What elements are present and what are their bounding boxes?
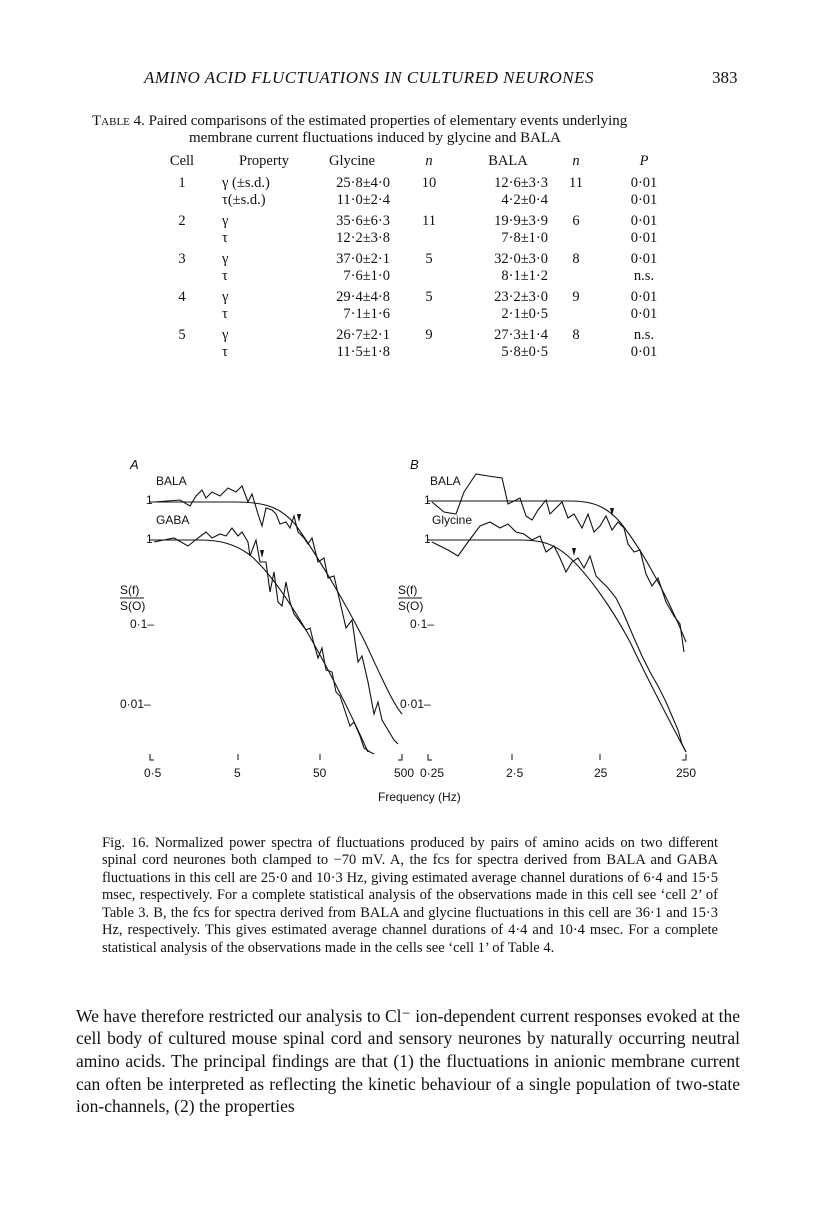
col-header-property: Property — [239, 152, 289, 169]
norm-one-b-bottom: 1 — [424, 532, 431, 546]
property: τ — [222, 306, 228, 322]
glycine-n: 5 — [425, 289, 433, 305]
x-tick-label-a: 0·5 — [144, 766, 162, 780]
fc-arrowhead — [297, 514, 301, 522]
glycine-value: 35·6±6·3 — [336, 213, 390, 229]
p-value: 0·01 — [630, 306, 658, 322]
p-value: n.s. — [633, 268, 655, 284]
table-row — [150, 209, 684, 230]
y-tick-0.01-b: 0·01– — [400, 697, 431, 711]
bala-n: 6 — [572, 213, 580, 229]
y-tick-0.1-a: 0·1– — [130, 617, 155, 631]
bala-n: 11 — [569, 175, 583, 191]
data-table — [150, 150, 684, 361]
table-row — [150, 323, 684, 344]
series-label-bala-b: BALA — [430, 474, 461, 488]
glycine-value: 11·0±2·4 — [336, 192, 390, 208]
bala-n: 9 — [572, 289, 580, 305]
bala-n — [548, 230, 604, 247]
bala-n — [548, 268, 604, 285]
table-row — [150, 247, 684, 268]
table-caption-line-2: membrane current fluctuations induced by glycine and BALA — [189, 130, 561, 146]
panel-b-label: B — [410, 457, 419, 472]
series-label-bala-a: BALA — [156, 474, 187, 488]
bala-value: 27·3±1·4 — [494, 327, 548, 343]
property: γ — [222, 289, 229, 305]
col-header-bala: BALA — [488, 152, 528, 169]
glycine-n — [390, 344, 468, 361]
bala-n — [548, 344, 604, 361]
spectrum-gaba — [154, 528, 374, 754]
p-value: n.s. — [633, 327, 655, 343]
table-row — [150, 268, 684, 285]
fc-arrowhead — [572, 548, 576, 556]
table-caption — [92, 113, 732, 147]
running-title: AMINO ACID FLUCTUATIONS IN CULTURED NEURONES — [144, 68, 594, 87]
table-row — [150, 192, 684, 209]
bala-value: 8·1±1·2 — [501, 268, 548, 284]
y-axis-denominator-b: S(O) — [398, 599, 424, 613]
property: τ — [222, 268, 228, 284]
y-axis-denominator-a: S(O) — [120, 599, 146, 613]
cell-id: 2 — [178, 213, 186, 229]
glycine-value: 29·4±4·8 — [336, 289, 390, 305]
glycine-value: 26·7±2·1 — [336, 327, 390, 343]
col-header-p: P — [639, 152, 649, 169]
bala-n: 8 — [572, 251, 580, 267]
glycine-value: 25·8±4·0 — [336, 175, 390, 191]
bala-value: 32·0±3·0 — [494, 251, 548, 267]
p-value: 0·01 — [630, 175, 658, 191]
bala-n — [548, 192, 604, 209]
p-value: 0·01 — [630, 213, 658, 229]
body-paragraph: We have therefore restricted our analysis to Cl⁻ ion-dependent current responses evoked at the cell body of cultured mouse spinal cord and sensory neurones by naturally occurring neutral amino acids. The principal findings are that (1) the fluctuations in anionic membrane current can often be interpreted as reflecting the kinetic behaviour of a single population of two-state ion-channels, (2) the properties — [76, 1005, 740, 1117]
cell-id: 5 — [178, 327, 186, 343]
axis-corner-a — [150, 754, 154, 760]
fit-curve-bala-a — [150, 502, 402, 714]
x-axis-title: Frequency (Hz) — [378, 790, 461, 804]
figure-16 — [110, 452, 710, 808]
y-axis-numerator-b: S(f) — [398, 583, 418, 597]
x-tick-label-b: 0·25 — [420, 766, 445, 780]
fit-curve-glycine — [428, 540, 686, 752]
spectrum-bala-a — [154, 486, 398, 744]
property: τ — [222, 230, 228, 246]
table-row — [150, 306, 684, 323]
p-value: 0·01 — [630, 192, 658, 208]
glycine-value: 37·0±2·1 — [336, 251, 390, 267]
glycine-n: 9 — [425, 327, 433, 343]
cell-id — [150, 306, 214, 323]
cell-id: 1 — [178, 175, 186, 191]
y-tick-0.01-a: 0·01– — [120, 697, 151, 711]
property: γ — [222, 251, 229, 267]
property: γ (±s.d.) — [222, 175, 270, 191]
page-number: 383 — [712, 68, 738, 87]
glycine-value: 7·1±1·6 — [343, 306, 390, 322]
bala-value: 2·1±0·5 — [501, 306, 548, 322]
bala-value: 23·2±3·0 — [494, 289, 548, 305]
bala-value: 4·2±0·4 — [501, 192, 548, 208]
glycine-n: 5 — [425, 251, 433, 267]
x-tick-label-b: 250 — [676, 766, 697, 780]
axis-end-a — [398, 754, 402, 760]
table-label: Table 4. — [92, 113, 145, 129]
panel-a-label: A — [130, 457, 139, 472]
glycine-n: 11 — [422, 213, 436, 229]
cell-id — [150, 344, 214, 361]
col-header-glycine: Glycine — [329, 152, 375, 169]
bala-value: 19·9±3·9 — [494, 213, 548, 229]
bala-value: 7·8±1·0 — [501, 230, 548, 246]
bala-value: 5·8±0·5 — [501, 344, 548, 360]
spectrum-glycine — [432, 522, 686, 752]
figure-caption: Fig. 16. Normalized power spectra of fluctuations produced by pairs of amino acids on two different spinal cord neurones both clamped to −70 mV. A, the fcs for spectra derived from BALA and GABA fluctuations in this cell are 25·0 and 10·3 Hz, giving estimated average channel durations of 6·4 and 15·5 msec, respectively. For a complete statistical analysis of the observations made in this cell see ‘cell 2’ of Table 3. B, the fcs for spectra derived from BALA and glycine fluctuations in this cell are 36·1 and 15·3 Hz, respectively. This gives estimated average channel durations of 4·4 and 10·4 msec. For a complete statistical analysis of the observations made in the cells see ‘cell 1’ of Table 4. — [102, 834, 718, 957]
p-value: 0·01 — [630, 230, 658, 246]
axis-corner-b — [428, 754, 432, 760]
cell-id — [150, 230, 214, 247]
table-header-row — [150, 150, 684, 175]
table-row — [150, 175, 684, 192]
glycine-n — [390, 230, 468, 247]
table-row — [150, 230, 684, 247]
bala-n — [548, 306, 604, 323]
running-header — [0, 68, 816, 94]
bala-n: 8 — [572, 327, 580, 343]
p-value: 0·01 — [630, 289, 658, 305]
property: τ(±s.d.) — [222, 192, 266, 208]
table-row — [150, 285, 684, 306]
bala-value: 12·6±3·3 — [494, 175, 548, 191]
cell-id — [150, 192, 214, 209]
col-header-cell: Cell — [169, 152, 195, 169]
table-caption-line-1: Paired comparisons of the estimated properties of elementary events underlying — [148, 113, 628, 129]
property: τ — [222, 344, 228, 360]
cell-id: 3 — [178, 251, 186, 267]
property: γ — [222, 213, 229, 229]
glycine-n: 10 — [421, 175, 437, 191]
x-tick-label-a: 500 — [394, 766, 415, 780]
glycine-value: 11·5±1·8 — [336, 344, 390, 360]
col-header-n: n — [572, 152, 580, 169]
x-tick-label-a: 5 — [234, 766, 241, 780]
x-tick-label-b: 25 — [594, 766, 608, 780]
series-label-gaba: GABA — [156, 513, 190, 527]
y-tick-0.1-b: 0·1– — [410, 617, 435, 631]
glycine-value: 12·2±3·8 — [336, 230, 390, 246]
cell-id: 4 — [178, 289, 186, 305]
p-value: 0·01 — [630, 251, 658, 267]
x-tick-label-a: 50 — [313, 766, 327, 780]
fit-curve-gaba — [150, 540, 368, 752]
norm-one-a-bottom: 1 — [146, 532, 153, 546]
glycine-n — [390, 192, 468, 209]
glycine-value: 7·6±1·0 — [343, 268, 390, 284]
x-tick-label-b: 2·5 — [506, 766, 524, 780]
property: γ — [222, 327, 229, 343]
cell-id — [150, 268, 214, 285]
glycine-n — [390, 268, 468, 285]
glycine-n — [390, 306, 468, 323]
norm-one-a-top: 1 — [146, 493, 153, 507]
series-label-glycine: Glycine — [432, 513, 473, 527]
fc-arrowhead — [260, 550, 264, 558]
norm-one-b-top: 1 — [424, 493, 431, 507]
axis-end-b — [682, 754, 686, 760]
table-row — [150, 344, 684, 361]
y-axis-numerator-a: S(f) — [120, 583, 140, 597]
col-header-n: n — [425, 152, 433, 169]
p-value: 0·01 — [630, 344, 658, 360]
